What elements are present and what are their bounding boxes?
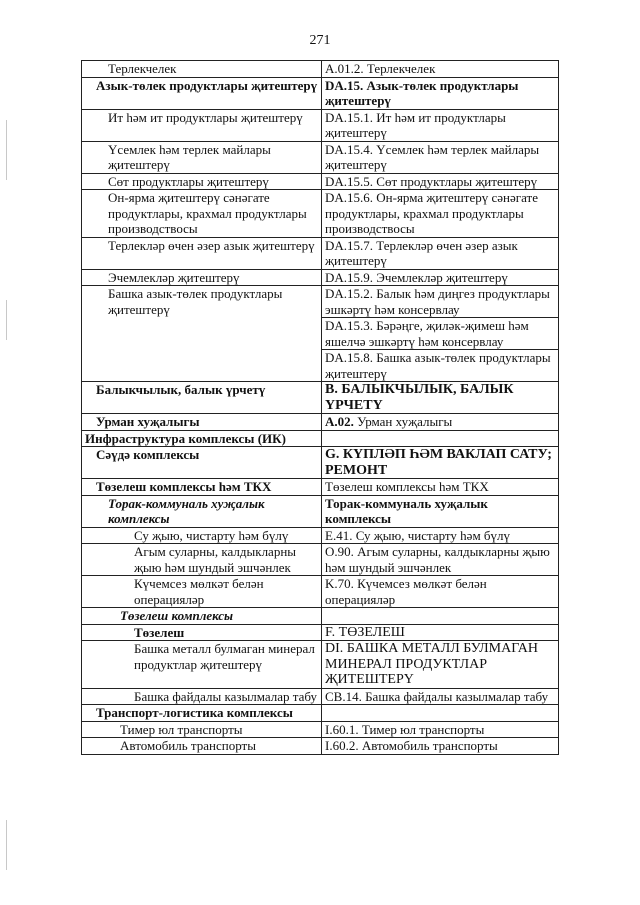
table-row bbox=[82, 237, 559, 269]
right-cell: E.41. Су җыю, чистарту һәм бүлү bbox=[322, 527, 559, 544]
left-cell: Сәүдә комплексы bbox=[82, 447, 322, 479]
left-cell: Он-ярма җитештерү сәнәгате продуктлары, крахмал продуктлары производствосы bbox=[82, 190, 322, 238]
left-cell: Агым суларны, калдыкларны җыю һәм шундый эшчәнлек bbox=[82, 544, 322, 576]
left-cell: Азык-төлек продуктлары җитештерү bbox=[82, 77, 322, 109]
right-cell: DA.15.6. Он-ярма җитештерү сәнәгате продуктлары, крахмал продуктлары производствосы bbox=[322, 190, 559, 238]
left-cell: Тимер юл транспорты bbox=[82, 721, 322, 738]
table-row bbox=[82, 495, 559, 527]
table-row bbox=[82, 173, 559, 190]
right-cell: DA.15.3. Бәрәңге, җиләк-җимеш һәм яшелчә эшкәртү һәм консервлау bbox=[322, 318, 559, 350]
left-cell: Башка азык-төлек продуктлары җитештерү bbox=[82, 286, 322, 382]
left-cell: Төзелеш комплексы bbox=[82, 608, 322, 625]
left-cell: Су җыю, чистарту һәм бүлү bbox=[82, 527, 322, 544]
table-row bbox=[82, 141, 559, 173]
left-cell: Урман хуҗалыгы bbox=[82, 414, 322, 431]
left-cell: Терлекләр өчен әзер азык җитештерү bbox=[82, 237, 322, 269]
right-cell: DA.15.7. Терлекләр өчен әзер азык җитештерү bbox=[322, 237, 559, 269]
right-cell: F. ТӨЗЕЛЕШ bbox=[322, 624, 559, 641]
table-row bbox=[82, 688, 559, 705]
right-cell: DA.15.2. Балык һәм диңгез продуктлары эшкәртү һәм консервлау bbox=[322, 286, 559, 318]
left-cell: Үсемлек һәм терлек майлары җитештерү bbox=[82, 141, 322, 173]
scan-mark bbox=[6, 820, 7, 870]
table-row bbox=[82, 576, 559, 608]
table-row bbox=[82, 479, 559, 496]
table-row bbox=[82, 608, 559, 625]
right-cell: A.02. Урман хуҗалыгы bbox=[322, 414, 559, 431]
table-row bbox=[82, 705, 559, 722]
right-cell: A.01.2. Терлекчелек bbox=[322, 61, 559, 78]
left-cell: Башка файдалы казылмалар табу bbox=[82, 688, 322, 705]
right-cell: DI. БАШКА МЕТАЛЛ БУЛМАГАН МИНЕРАЛ ПРОДУКТЛАР ҖИТЕШТЕРҮ bbox=[322, 641, 559, 689]
left-cell: Ит һәм ит продуктлары җитештерү bbox=[82, 109, 322, 141]
right-cell: DA.15.5. Сөт продуктлары җитештерү bbox=[322, 173, 559, 190]
table-row bbox=[82, 544, 559, 576]
table-row bbox=[82, 286, 559, 318]
right-cell: DA.15. Азык-төлек продуктлары җитештерү bbox=[322, 77, 559, 109]
table-row bbox=[82, 738, 559, 755]
right-cell bbox=[322, 608, 559, 625]
table-row bbox=[82, 527, 559, 544]
table-row bbox=[82, 430, 559, 447]
right-cell: I.60.1. Тимер юл транспорты bbox=[322, 721, 559, 738]
table-row bbox=[82, 447, 559, 479]
right-cell: Төзелеш комплексы һәм ТКХ bbox=[322, 479, 559, 496]
left-cell: Терлекчелек bbox=[82, 61, 322, 78]
right-cell: B. БАЛЫКЧЫЛЫК, БАЛЫК ҮРЧЕТҮ bbox=[322, 382, 559, 414]
table-row bbox=[82, 61, 559, 78]
left-cell: Төзелеш комплексы һәм ТКХ bbox=[82, 479, 322, 496]
right-cell: Торак-коммуналь хуҗалык комплексы bbox=[322, 495, 559, 527]
right-cell bbox=[322, 430, 559, 447]
table-row bbox=[82, 721, 559, 738]
table-row bbox=[82, 269, 559, 286]
right-cell: DA.15.4. Үсемлек һәм терлек майлары җитештерү bbox=[322, 141, 559, 173]
left-cell: Торак-коммуналь хуҗалык комплексы bbox=[82, 495, 322, 527]
left-cell: Сөт продуктлары җитештерү bbox=[82, 173, 322, 190]
left-cell: Инфраструктура комплексы (ИК) bbox=[82, 430, 322, 447]
left-cell: Транспорт-логистика комплексы bbox=[82, 705, 322, 722]
scan-mark bbox=[6, 300, 7, 340]
table-row bbox=[82, 624, 559, 641]
left-cell: Башка металл булмаган минерал продуктлар җитештерү bbox=[82, 641, 322, 689]
right-cell: DA.15.1. Ит һәм ит продуктлары җитештерү bbox=[322, 109, 559, 141]
right-cell: O.90. Агым суларны, калдыкларны җыю һәм шундый эшчәнлек bbox=[322, 544, 559, 576]
left-cell: Автомобиль транспорты bbox=[82, 738, 322, 755]
right-cell bbox=[322, 705, 559, 722]
right-cell: CB.14. Башка файдалы казылмалар табу bbox=[322, 688, 559, 705]
table-row bbox=[82, 190, 559, 238]
right-cell: K.70. Күчемсез мөлкәт белән операцияләр bbox=[322, 576, 559, 608]
table-row bbox=[82, 77, 559, 109]
right-cell: G. КҮПЛӘП ҺӘМ ВАКЛАП САТУ; РЕМОНТ bbox=[322, 447, 559, 479]
scan-mark bbox=[6, 120, 7, 180]
table-row bbox=[82, 414, 559, 431]
right-cell: DA.15.9. Эчемлекләр җитештерү bbox=[322, 269, 559, 286]
left-cell: Төзелеш bbox=[82, 624, 322, 641]
table-row bbox=[82, 382, 559, 414]
left-cell: Күчемсез мөлкәт белән операцияләр bbox=[82, 576, 322, 608]
table-row bbox=[82, 109, 559, 141]
right-cell: I.60.2. Автомобиль транспорты bbox=[322, 738, 559, 755]
left-cell: Балыкчылык, балык үрчетү bbox=[82, 382, 322, 414]
table-row bbox=[82, 641, 559, 689]
classification-table bbox=[81, 60, 559, 755]
left-cell: Эчемлекләр җитештерү bbox=[82, 269, 322, 286]
page-number: 271 bbox=[309, 33, 331, 48]
right-cell: DA.15.8. Башка азык-төлек продуктлары җитештерү bbox=[322, 350, 559, 382]
